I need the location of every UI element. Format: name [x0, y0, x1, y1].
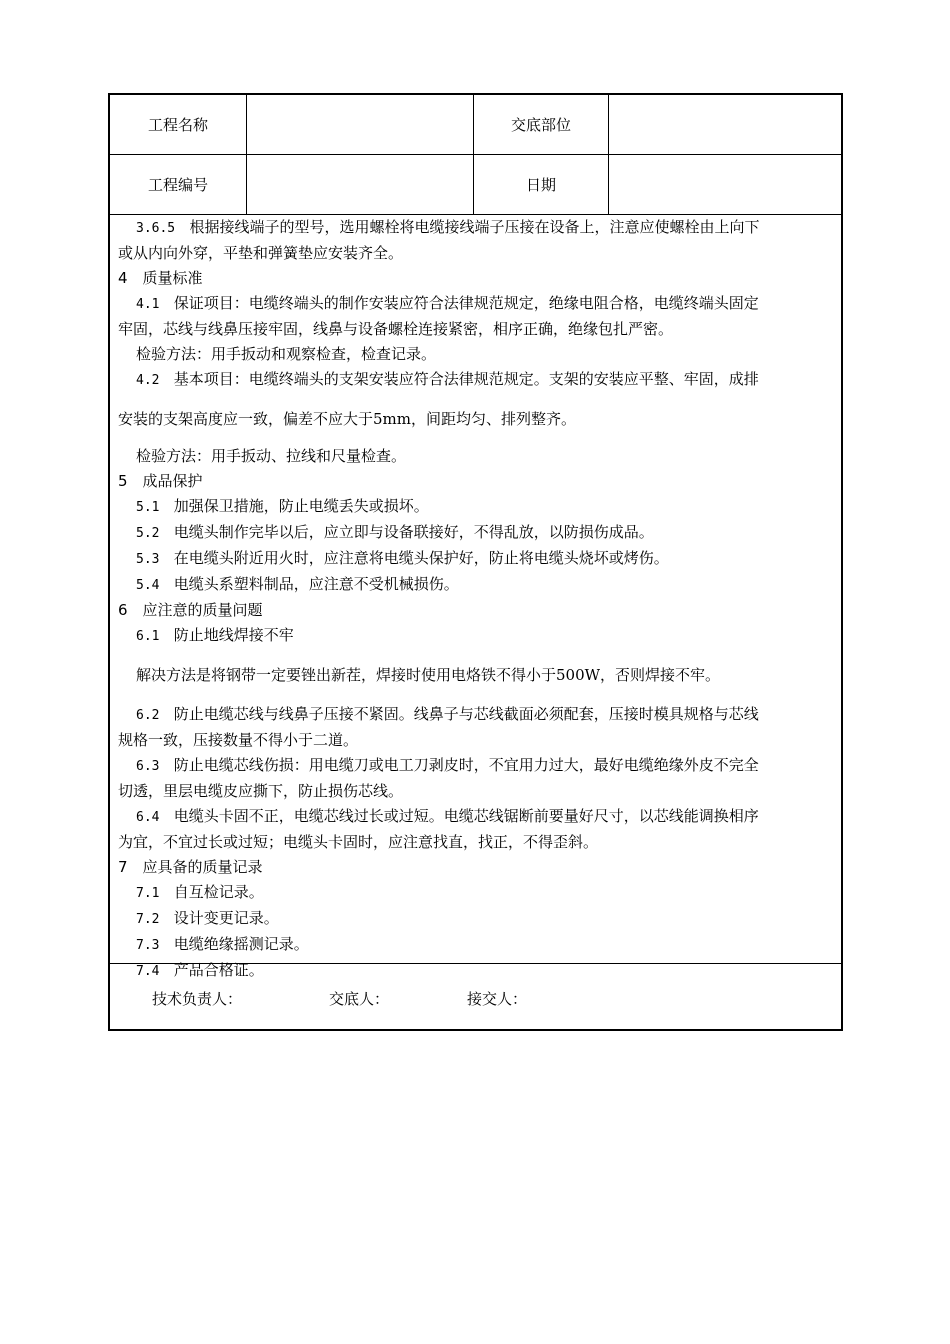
paragraph-5-4: 5.4 电缆头系塑料制品，应注意不受机械损伤。 [136, 575, 459, 593]
paragraph-4-1-check: 检验方法：用手扳动和观察检查，检查记录。 [136, 345, 437, 363]
paragraph-3-6-5-cont: 或从内向外穿，平垫和弹簧垫应安装齐全。 [118, 244, 404, 262]
paragraph-6-4: 6.4 电缆头卡固不正，电缆芯线过长或过短。电缆芯线锯断前要量好尺寸，以芯线能调换相序 [136, 807, 759, 825]
paragraph-4-2-check: 检验方法：用手扳动、拉线和尺量检查。 [136, 447, 407, 465]
tech-lead-signature-label: 技术负责人： [152, 990, 243, 1008]
project-name-label: 工程名称 [147, 116, 208, 134]
disclosure-body [118, 215, 834, 984]
project-no-value [246, 155, 473, 214]
header-row-number [110, 155, 841, 215]
paragraph-7-2: 7.2 设计变更记录。 [136, 909, 279, 927]
paragraph-6-2-cont: 规格一致，压接数量不得小于二道。 [118, 731, 359, 749]
location-value [608, 95, 841, 154]
header-row-project [110, 95, 841, 155]
section-6-heading: 6 应注意的质量问题 [118, 601, 263, 619]
receiver-signature-label: 接交人： [467, 990, 528, 1008]
paragraph-4-2: 4.2 基本项目：电缆终端头的支架安装应符合法律规范规定。支架的安装应平整、牢固，成排 [136, 370, 759, 388]
paragraph-6-3-cont: 切透，里层电缆皮应撕下，防止损伤芯线。 [118, 782, 404, 800]
disclosure-form [108, 93, 843, 1031]
project-no-label: 工程编号 [147, 176, 208, 194]
paragraph-7-4: 7.4 产品合格证。 [136, 961, 264, 979]
section-5-heading: 5 成品保护 [118, 472, 203, 490]
paragraph-7-3: 7.3 电缆绝缘摇测记录。 [136, 935, 309, 953]
paragraph-4-2-cont: 安装的支架高度应一致，偏差不应大于5mm，间距均匀、排列整齐。 [118, 410, 576, 428]
paragraph-6-3: 6.3 防止电缆芯线伤损：用电缆刀或电工刀剥皮时，不宜用力过大，最好电缆绝缘外皮不完全 [136, 756, 759, 774]
section-4-heading: 4 质量标准 [118, 269, 203, 287]
paragraph-5-2: 5.2 电缆头制作完毕以后，应立即与设备联接好，不得乱放，以防损伤成品。 [136, 523, 654, 541]
paragraph-5-3: 5.3 在电缆头附近用火时，应注意将电缆头保护好，防止将电缆头烧坏或烤伤。 [136, 549, 669, 567]
location-label: 交底部位 [473, 95, 608, 154]
discloser-signature-label: 交底人： [329, 990, 390, 1008]
paragraph-4-1-cont: 牢固，芯线与线鼻压接牢固，线鼻与设备螺栓连接紧密，相序正确，绝缘包扎严密。 [118, 320, 674, 338]
paragraph-6-2: 6.2 防止电缆芯线与线鼻子压接不紧固。线鼻子与芯线截面必须配套，压接时模具规格与芯线 [136, 705, 759, 723]
date-label: 日期 [473, 155, 608, 214]
paragraph-7-1: 7.1 自互检记录。 [136, 883, 264, 901]
paragraph-6-4-cont: 为宜，不宜过长或过短；电缆头卡固时，应注意找直，找正，不得歪斜。 [118, 833, 599, 851]
paragraph-3-6-5: 3.6.5 根据接线端子的型号，选用螺栓将电缆接线端子压接在设备上，注意应使螺栓由上向下 [136, 218, 760, 236]
paragraph-4-1: 4.1 保证项目：电缆终端头的制作安装应符合法律规范规定，绝缘电阻合格，电缆终端头固定 [136, 294, 759, 312]
section-7-heading: 7 应具备的质量记录 [118, 858, 263, 876]
project-name-value [246, 95, 473, 154]
date-value [608, 155, 841, 214]
paragraph-6-1: 6.1 防止地线焊接不牢 [136, 626, 294, 644]
paragraph-6-1-solution: 解决方法是将钢带一定要锉出新茬，焊接时使用电烙铁不得小于500W，否则焊接不牢。 [136, 666, 721, 684]
signature-row [110, 963, 841, 1030]
paragraph-5-1: 5.1 加强保卫措施，防止电缆丢失或损坏。 [136, 497, 429, 515]
